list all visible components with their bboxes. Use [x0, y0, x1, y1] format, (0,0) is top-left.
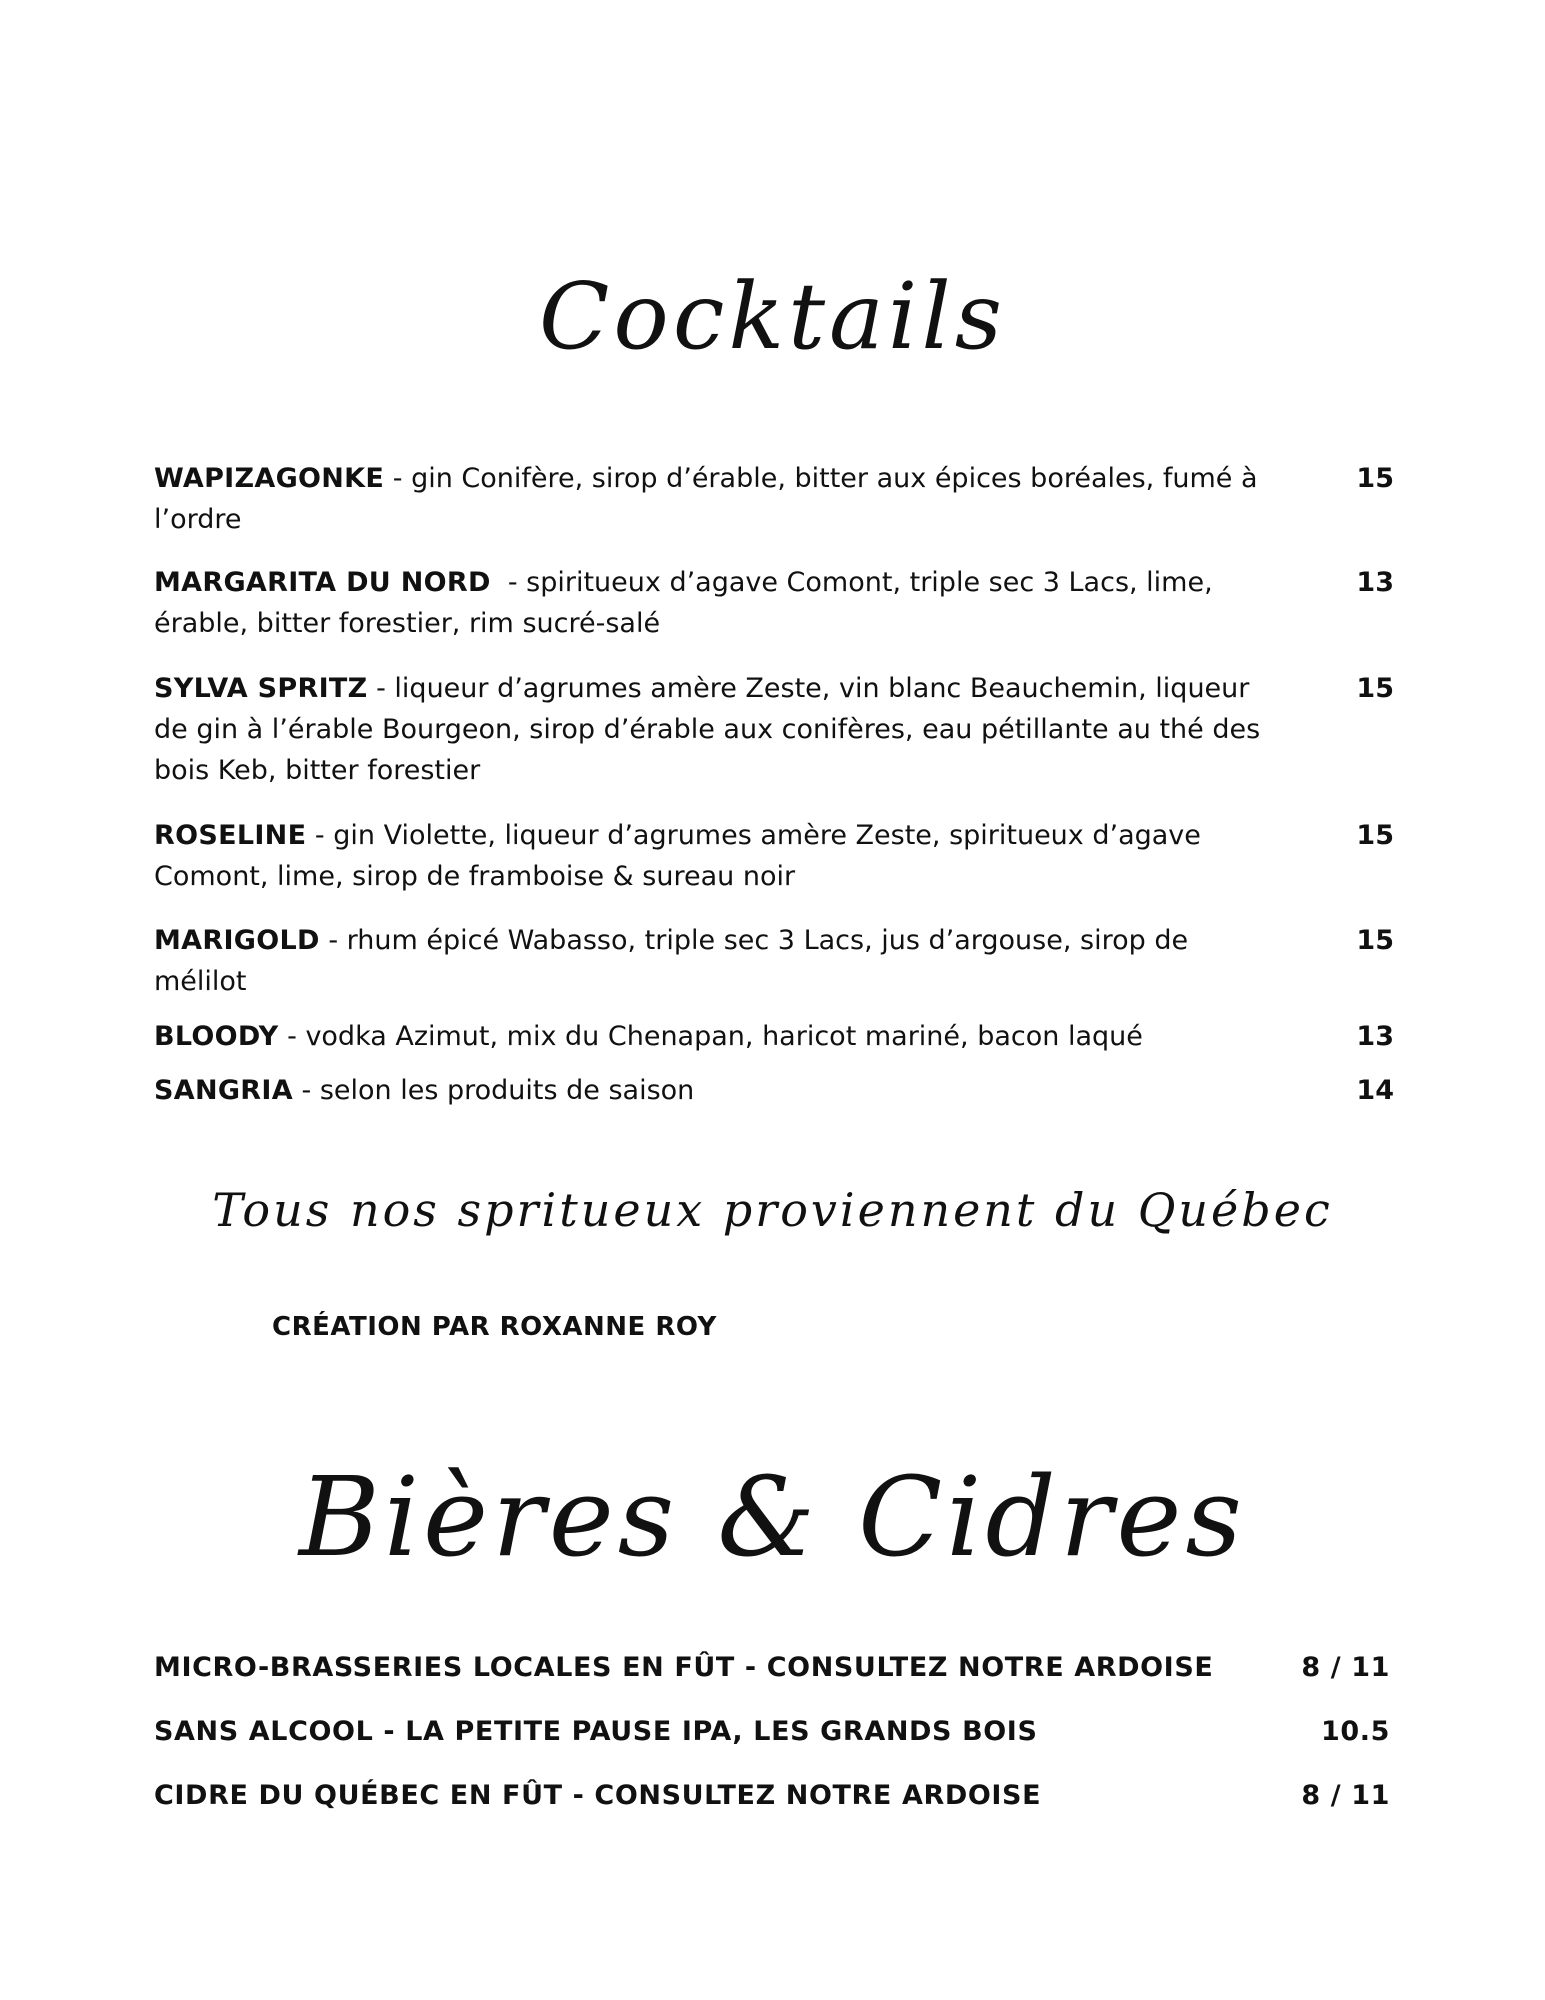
item-name: ROSELINE [154, 820, 307, 851]
beer-price: 10.5 [1320, 1716, 1390, 1747]
item-description: - rhum épicé Wabasso, triple sec 3 Lacs, jus d’argouse, sirop de mélilot [154, 925, 1189, 997]
item-description: - spiritueux d’agave Comont, triple sec 3 Lacs, lime, érable, bitter forestier, rim sucré-salé [154, 567, 1222, 639]
item-name: BLOODY [154, 1021, 279, 1052]
beers-ciders-title: Bières & Cidres [299, 1453, 1246, 1581]
item-name: MARGARITA DU NORD [154, 567, 491, 598]
menu-item-sylva-spritz [154, 668, 1394, 791]
item-description: - liqueur d’agrumes amère Zeste, vin blanc Beauchemin, liqueur de gin à l’érable Bourgeon, sirop d’érable aux conifères, eau pétillante au thé des bois Keb, bitter forestier [154, 673, 1261, 786]
item-description: - gin Conifère, sirop d’érable, bitter aux épices boréales, fumé à l’ordre [154, 463, 1258, 535]
beer-item-micro-brasseries [154, 1648, 1390, 1688]
item-description: - gin Violette, liqueur d’agrumes amère Zeste, spiritueux d’agave Comont, lime, sirop de framboise & sureau noir [154, 820, 1201, 892]
beer-item-cidre [154, 1776, 1390, 1816]
item-price: 13 [1356, 1021, 1394, 1052]
item-price: 14 [1356, 1075, 1394, 1106]
item-name: SYLVA SPRITZ [154, 673, 368, 704]
item-name: MARIGOLD [154, 925, 320, 956]
item-price: 15 [1356, 673, 1394, 704]
beer-item-sans-alcool [154, 1712, 1390, 1752]
item-price: 15 [1356, 463, 1394, 494]
spirits-origin-note: Tous nos spritueux proviennent du Québec [212, 1183, 1333, 1237]
menu-item-bloody [154, 1016, 1394, 1057]
menu-item-sangria [154, 1070, 1394, 1111]
item-price: 15 [1356, 925, 1394, 956]
cocktails-title: Cocktails [539, 263, 1006, 370]
item-price: 13 [1356, 567, 1394, 598]
menu-item-margarita-du-nord [154, 562, 1394, 644]
item-price: 15 [1356, 820, 1394, 851]
beer-label: MICRO-BRASSERIES LOCALES EN FÛT - CONSULTEZ NOTRE ARDOISE [154, 1652, 1214, 1683]
item-description: - vodka Azimut, mix du Chenapan, haricot mariné, bacon laqué [278, 1021, 1143, 1052]
beer-label: CIDRE DU QUÉBEC EN FÛT - CONSULTEZ NOTRE ARDOISE [154, 1780, 1042, 1811]
menu-item-roseline [154, 815, 1394, 897]
menu-item-marigold [154, 920, 1394, 1002]
beer-label: SANS ALCOOL - LA PETITE PAUSE IPA, LES GRANDS BOIS [154, 1716, 1038, 1747]
menu-item-wapizagonke [154, 458, 1394, 540]
item-description: - selon les produits de saison [292, 1075, 695, 1106]
beer-price: 8 / 11 [1301, 1652, 1390, 1683]
beer-price: 8 / 11 [1301, 1780, 1390, 1811]
item-name: SANGRIA [154, 1075, 293, 1106]
item-name: WAPIZAGONKE [154, 463, 385, 494]
creator-credit: CRÉATION PAR ROXANNE ROY [272, 1312, 717, 1342]
